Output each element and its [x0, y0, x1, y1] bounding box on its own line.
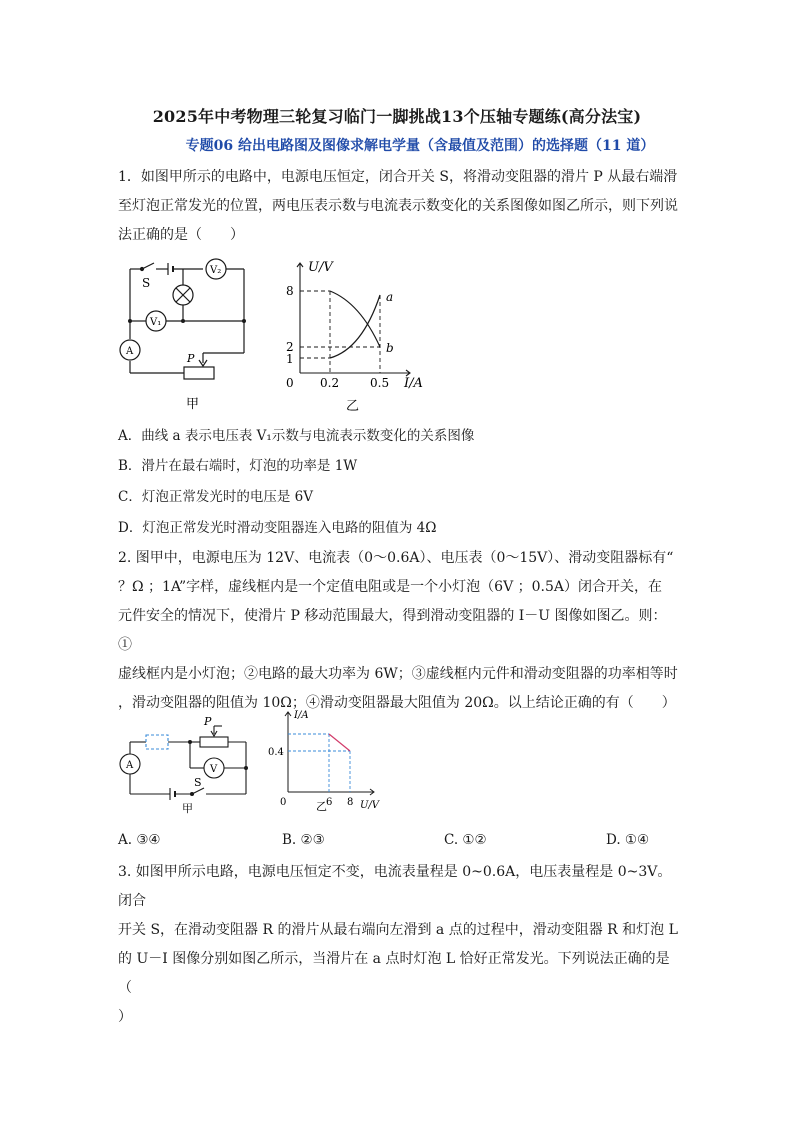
q2-option-c: C. ①② [444, 832, 487, 848]
q1-v2-label: V₂ [210, 265, 222, 276]
q1-ytick-8: 8 [286, 284, 294, 298]
document-title: 2025年中考物理三轮复习临门一脚挑战13个压轴专题练(高分法宝) [152, 107, 642, 126]
q2-line1: 2. 图甲中，电源电压为 12V、电流表（0～0.6A）、电压表（0～15V）、滑动变阻器标有“ [118, 550, 674, 566]
q1-option-c: C．灯泡正常发光时的电压是 6V [118, 489, 313, 505]
q1-ytick-2: 2 [286, 340, 294, 354]
q2-xtick-8: 8 [347, 797, 354, 808]
q1-x-axis-label: I/A [404, 376, 423, 391]
q2-voltmeter-label: V [210, 764, 218, 775]
q2-ammeter-label: A [126, 760, 134, 771]
q1-graph [280, 255, 430, 415]
q1-option-a: A．曲线 a 表示电压表 V₁示数与电流表示数变化的关系图像 [118, 428, 475, 444]
q1-origin: 0 [286, 376, 294, 390]
q1-v1-label: V₁ [150, 317, 162, 328]
q2-graph-line [329, 734, 350, 751]
q2-option-d: D. ①④ [606, 832, 650, 848]
q1-line2: 至灯泡正常发光的位置，两电压表示数与电流表示数变化的关系图像如图乙所示，则下列说 [118, 198, 678, 214]
q2-line5: ，滑动变阻器的阻值为 10Ω；④滑动变阻器最大阻值为 20Ω。以上结论正确的有（ ） [118, 695, 676, 711]
q3-stem [118, 858, 680, 1032]
q2-fig-jia-caption: 甲 [182, 802, 193, 815]
q1-ammeter-label: A [126, 346, 134, 357]
q2-graph [262, 704, 392, 819]
q2-ytick-0.4: 0.4 [268, 747, 284, 758]
q1-slider-label: P [187, 352, 195, 365]
q2-option-a: A. ③④ [118, 832, 161, 848]
q1-ytick-1: 1 [286, 352, 294, 366]
q2-switch-label: S [194, 776, 202, 789]
q2-fig-yi-caption: 乙 [316, 800, 327, 813]
q1-xtick-0.5: 0.5 [370, 376, 390, 390]
q3-line2: 开关 S，在滑动变阻器 R 的滑片从最右端向左滑到 a 点的过程中，滑动变阻器 R 和灯泡 L [118, 922, 678, 938]
q1-circuit-diagram [118, 255, 258, 415]
q3-line1: 3. 如图甲所示电路，电源电压恒定不变，电流表量程是 0~0.6A，电压表量程是 0~3V。闭合 [118, 864, 672, 909]
q2-line3: 元件安全的情况下，使滑片 P 移动范围最大，得到滑动变阻器的 I－U 图像如图乙。则：① [118, 608, 667, 653]
q1-line3: 法正确的是（ ） [118, 227, 244, 243]
q2-x-axis-label: U/V [360, 800, 380, 811]
q3-line4: ） [118, 1009, 132, 1025]
q2-y-axis-label: I/A [294, 710, 309, 721]
q1-curve-b-line [330, 291, 380, 347]
q2-circuit-diagram [118, 712, 258, 817]
q1-option-b: B．滑片在最右端时，灯泡的功率是 1W [118, 458, 358, 474]
q2-option-b: B. ②③ [282, 832, 325, 848]
q2-line4: 虚线框内是小灯泡；②电路的最大功率为 6W；③虚线框内元件和滑动变阻器的功率相等时 [118, 666, 678, 682]
q2-line2: ？Ω ；1A”字样，虚线框内是一个定值电阻或是一个小灯泡（6V ；0.5A）闭合开关，在 [118, 579, 663, 595]
q1-curve-b-label: b [386, 341, 394, 355]
q1-curve-a-line [330, 295, 380, 358]
q1-line1: 1．如图甲所示的电路中，电源电压恒定，闭合开关 S，将滑动变阻器的滑片 P 从最右端滑 [118, 169, 678, 185]
q1-switch-label: S [142, 276, 151, 290]
q3-line3: 的 U－I 图像分别如图乙所示，当滑片在 a 点时灯泡 L 恰好正常发光。下列说法正确的是（ [118, 951, 670, 996]
q2-slider-label: P [204, 715, 212, 728]
q1-fig-jia-caption: 甲 [186, 397, 200, 412]
q1-y-axis-label: U/V [308, 260, 333, 275]
q1-curve-a-label: a [386, 290, 394, 304]
q2-xtick-6: 6 [326, 797, 333, 808]
q1-fig-yi-caption: 乙 [346, 399, 360, 414]
q1-stem [118, 163, 680, 250]
q2-stem [118, 544, 680, 718]
q1-xtick-0.2: 0.2 [320, 376, 340, 390]
q1-option-d: D．灯泡正常发光时滑动变阻器连入电路的阻值为 4Ω [118, 520, 437, 536]
q2-origin: 0 [280, 797, 287, 808]
section-subtitle: 专题06 给出电路图及图像求解电学量（含最值及范围）的选择题（11 道） [185, 138, 655, 154]
